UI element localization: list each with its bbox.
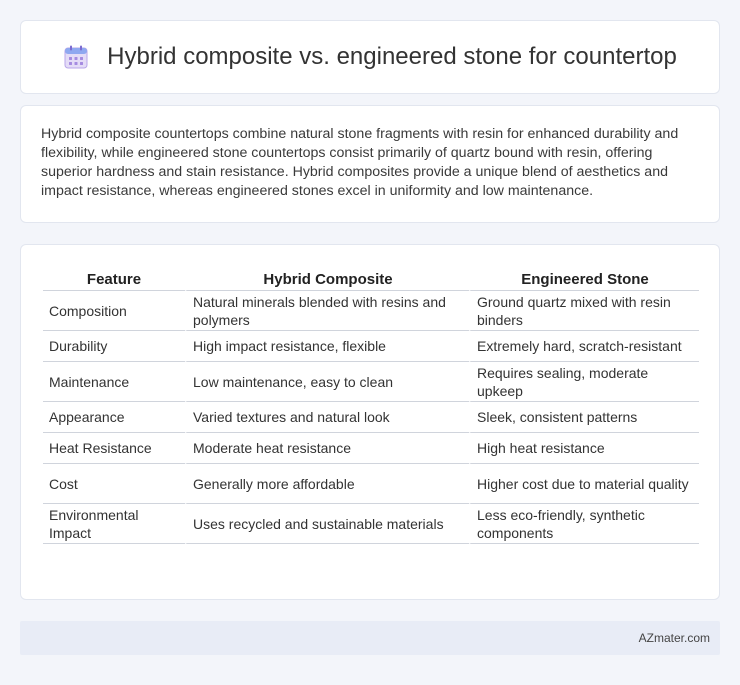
row-feature: Heat Resistance <box>43 433 185 464</box>
row-feature: Composition <box>43 291 185 331</box>
row-engineered: High heat resistance <box>469 433 699 464</box>
footer-brand[interactable]: AZmater.com <box>638 631 710 645</box>
row-engineered: Higher cost due to material quality <box>469 464 699 504</box>
header-feature: Feature <box>43 265 185 291</box>
row-hybrid: Varied textures and natural look <box>185 402 469 433</box>
table-row <box>43 331 699 362</box>
row-engineered: Sleek, consistent patterns <box>469 402 699 433</box>
row-hybrid: High impact resistance, flexible <box>185 331 469 362</box>
intro-card <box>20 105 720 223</box>
table-row <box>43 402 699 433</box>
row-hybrid: Uses recycled and sustainable materials <box>185 504 469 544</box>
header-hybrid-composite: Hybrid Composite <box>185 265 469 291</box>
row-hybrid: Moderate heat resistance <box>185 433 469 464</box>
row-engineered: Less eco-friendly, synthetic components <box>469 504 699 544</box>
intro-text: Hybrid composite countertops combine natural stone fragments with resin for enhanced durability and flexibility, while engineered stone countertops consist primarily of quartz bound with resin, offering superior hardness and stain resistance. Hybrid composites provide a unique blend of aesthetics and impact resistance, whereas engineered stones excel in uniformity and low maintenance. <box>41 126 679 199</box>
table-row <box>43 464 699 504</box>
calendar-icon <box>63 44 89 70</box>
row-engineered: Extremely hard, scratch-resistant <box>469 331 699 362</box>
comparison-table-card <box>20 244 720 600</box>
comparison-table <box>43 265 699 544</box>
row-engineered: Requires sealing, moderate upkeep <box>469 362 699 402</box>
header-engineered-stone: Engineered Stone <box>469 265 699 291</box>
row-hybrid: Generally more affordable <box>185 464 469 504</box>
row-feature: Appearance <box>43 402 185 433</box>
row-hybrid: Natural minerals blended with resins and polymers <box>185 291 469 331</box>
footer <box>20 621 720 655</box>
table-header-row <box>43 265 699 291</box>
table-row <box>43 291 699 331</box>
row-hybrid: Low maintenance, easy to clean <box>185 362 469 402</box>
table-row <box>43 362 699 402</box>
row-engineered: Ground quartz mixed with resin binders <box>469 291 699 331</box>
row-feature: Maintenance <box>43 362 185 402</box>
row-feature: Cost <box>43 464 185 504</box>
row-feature: Environmental Impact <box>43 504 185 544</box>
table-row <box>43 433 699 464</box>
row-feature: Durability <box>43 331 185 362</box>
table-row <box>43 504 699 544</box>
page-title: Hybrid composite vs. engineered stone for countertop <box>107 43 677 70</box>
title-card <box>20 20 720 94</box>
